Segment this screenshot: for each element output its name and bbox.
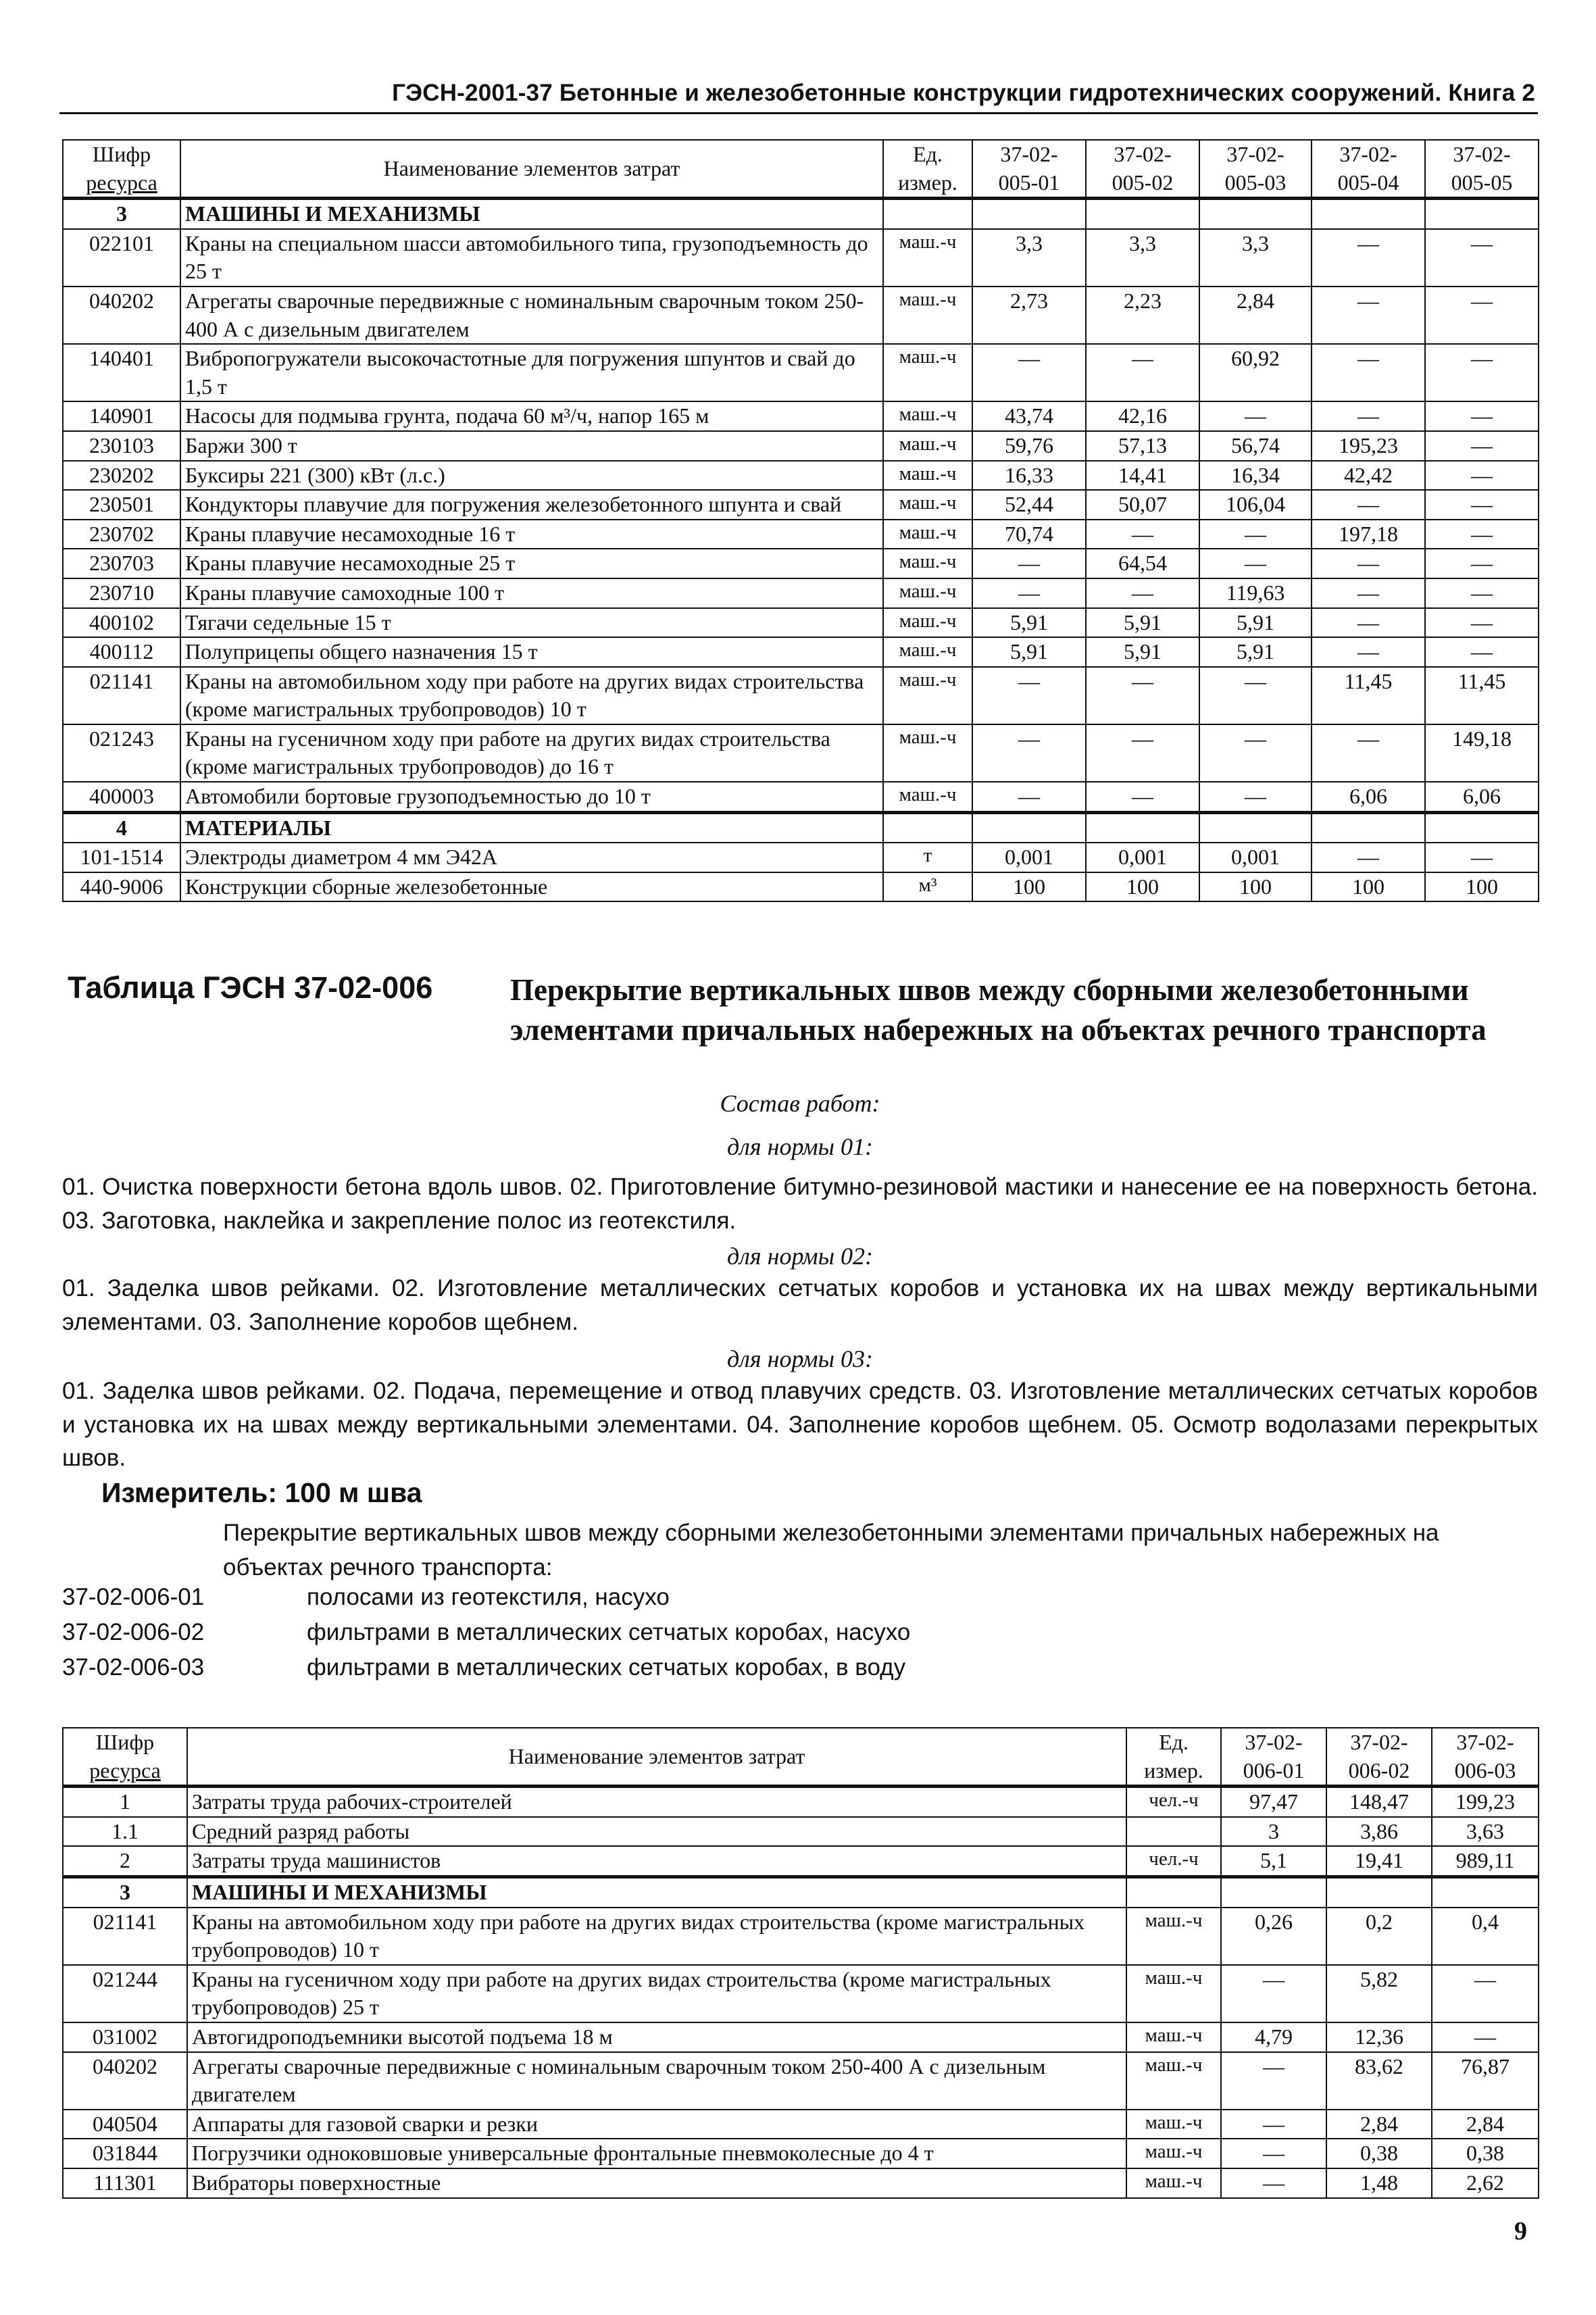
resource-value: 50,07 <box>1086 490 1199 520</box>
resource-value: 42,42 <box>1312 461 1425 491</box>
resource-value: — <box>1312 608 1425 638</box>
resource-value: 989,11 <box>1432 1846 1539 1876</box>
table-row <box>63 637 1539 667</box>
header-norm-col: 37-02- 005-02 <box>1086 140 1199 199</box>
resource-value: 57,13 <box>1086 431 1199 461</box>
table-title: Перекрытие вертикальных швов между сборными железобетонными элементами причальных набережных на объектах речного транспорта <box>510 973 1487 1047</box>
resource-code: 040504 <box>63 2110 187 2139</box>
resource-value: 2,23 <box>1086 287 1199 344</box>
resource-unit: маш.-ч <box>883 229 972 287</box>
resource-value: 106,04 <box>1199 490 1312 520</box>
resource-value: 100 <box>1086 872 1199 902</box>
table-row <box>63 1908 1539 1965</box>
resource-value: — <box>1425 229 1539 287</box>
resource-value: 3,3 <box>1199 229 1312 287</box>
header-unit: Ед. измер. <box>1126 1728 1221 1787</box>
resource-value: — <box>1199 782 1312 812</box>
resource-code: 1 <box>63 1787 187 1817</box>
resource-value <box>1086 812 1199 843</box>
resource-value: — <box>972 578 1086 608</box>
resource-unit: маш.-ч <box>1126 1908 1221 1965</box>
resource-value: 6,06 <box>1425 782 1539 812</box>
resource-value: 5,91 <box>1086 608 1199 638</box>
resource-name: Электроды диаметром 4 мм Э42А <box>180 843 883 872</box>
table-row <box>63 229 1539 287</box>
resource-value <box>1221 1876 1326 1907</box>
table-row <box>63 549 1539 578</box>
resource-value: — <box>1086 782 1199 812</box>
resource-value: 5,1 <box>1221 1846 1326 1876</box>
resource-value: 100 <box>1199 872 1312 902</box>
norm-description: фильтрами в металлических сетчатых коробах, насухо <box>307 1619 911 1645</box>
header-norm-col: 37-02- 006-01 <box>1221 1728 1326 1787</box>
resource-unit: чел.-ч <box>1126 1846 1221 1876</box>
resource-value: 59,76 <box>972 431 1086 461</box>
resource-unit: маш.-ч <box>1126 2168 1221 2198</box>
header-name: Наименование элементов затрат <box>187 1728 1126 1787</box>
resource-code: 021244 <box>63 1965 187 2022</box>
resource-unit: маш.-ч <box>883 490 972 520</box>
header-code: Шифр ресурса <box>63 1728 187 1787</box>
resource-value: — <box>1221 2052 1326 2110</box>
resource-unit: маш.-ч <box>1126 2139 1221 2168</box>
resource-code: 021141 <box>63 1908 187 1965</box>
table-row <box>63 1817 1539 1847</box>
resource-value: 0,2 <box>1326 1908 1432 1965</box>
resource-unit: маш.-ч <box>883 578 972 608</box>
resource-name: Краны плавучие самоходные 100 т <box>180 578 883 608</box>
resource-code: 400003 <box>63 782 180 812</box>
resource-value: 3,3 <box>972 229 1086 287</box>
header-name: Наименование элементов затрат <box>180 140 883 199</box>
resource-name: Вибраторы поверхностные <box>187 2168 1126 2198</box>
header-norm-col: 37-02- 006-02 <box>1326 1728 1432 1787</box>
header-unit: Ед. измер. <box>883 140 972 199</box>
table-row <box>63 872 1539 902</box>
resource-value: 16,33 <box>972 461 1086 491</box>
resource-name: Краны плавучие несамоходные 16 т <box>180 520 883 549</box>
resource-value: — <box>1086 724 1199 782</box>
resource-value: 52,44 <box>972 490 1086 520</box>
norm-text: 01. Очистка поверхности бетона вдоль швов. 02. Приготовление битумно-резиновой мастики и нанесение ее на поверхность бетона. 03. Заготовка, наклейка и закрепление полос из геотекстиля. <box>62 1174 1538 1234</box>
resource-code: 3 <box>63 199 180 229</box>
norm-label: для нормы 01: <box>726 1133 874 1160</box>
resource-name: Полуприцепы общего назначения 15 т <box>180 637 883 667</box>
resource-unit: маш.-ч <box>883 608 972 638</box>
resource-name: Кондукторы плавучие для погружения железобетонного шпунта и свай <box>180 490 883 520</box>
resource-unit: маш.-ч <box>1126 2110 1221 2139</box>
resource-name: Затраты труда рабочих-строителей <box>187 1787 1126 1817</box>
resource-unit: маш.-ч <box>883 431 972 461</box>
resource-value: 148,47 <box>1326 1787 1432 1817</box>
resource-value: 2,84 <box>1199 287 1312 344</box>
header-rule <box>59 112 1538 114</box>
table-row <box>63 199 1539 229</box>
resource-table-37-02-006 <box>62 1727 1539 2199</box>
resource-value: — <box>1432 1965 1539 2022</box>
running-header: ГЭСН-2001-37 Бетонные и железобетонные конструкции гидротехнических сооружений. Книга 2 <box>392 80 1535 106</box>
resource-value: — <box>1086 578 1199 608</box>
resource-code: 031002 <box>63 2022 187 2052</box>
resource-value: 11,45 <box>1425 667 1539 724</box>
resource-value: — <box>1199 724 1312 782</box>
table-row <box>63 578 1539 608</box>
resource-value: — <box>1312 843 1425 872</box>
resource-code: 440-9006 <box>63 872 180 902</box>
resource-name: Краны плавучие несамоходные 25 т <box>180 549 883 578</box>
header-norm-col: 37-02- 006-03 <box>1432 1728 1539 1787</box>
header-norm-col: 37-02- 005-04 <box>1312 140 1425 199</box>
resource-value: 197,18 <box>1312 520 1425 549</box>
resource-value: — <box>1221 2139 1326 2168</box>
resource-value <box>1312 199 1425 229</box>
resource-value: 3,3 <box>1086 229 1199 287</box>
resource-value: 100 <box>1312 872 1425 902</box>
resource-code: 230501 <box>63 490 180 520</box>
resource-code: 230202 <box>63 461 180 491</box>
resource-value <box>972 812 1086 843</box>
resource-value: 5,82 <box>1326 1965 1432 2022</box>
table-row <box>63 843 1539 872</box>
resource-unit: т <box>883 843 972 872</box>
resource-value: — <box>972 782 1086 812</box>
resource-value: 16,34 <box>1199 461 1312 491</box>
resource-code: 022101 <box>63 229 180 287</box>
resource-name: Автомобили бортовые грузоподъемностью до 10 т <box>180 782 883 812</box>
header-norm-col: 37-02- 005-05 <box>1425 140 1539 199</box>
resource-value: — <box>1221 2110 1326 2139</box>
resource-name: Вибропогружатели высокочастотные для погружения шпунтов и свай до 1,5 т <box>180 344 883 401</box>
resource-value: — <box>1425 401 1539 431</box>
resource-value: 2,62 <box>1432 2168 1539 2198</box>
resource-unit: м³ <box>883 872 972 902</box>
resource-name: Тягачи седельные 15 т <box>180 608 883 638</box>
resource-unit <box>883 199 972 229</box>
resource-value: — <box>1312 229 1425 287</box>
resource-name: Конструкции сборные железобетонные <box>180 872 883 902</box>
resource-value: — <box>1425 461 1539 491</box>
resource-value <box>1326 1876 1432 1907</box>
norm-label: для нормы 02: <box>726 1243 874 1270</box>
resource-value: — <box>1432 2022 1539 2052</box>
resource-value: 149,18 <box>1425 724 1539 782</box>
table-row <box>63 1965 1539 2022</box>
resource-value: — <box>1312 724 1425 782</box>
norm-intro: Перекрытие вертикальных швов между сборными железобетонными элементами причальных набережных на объектах речного транспорта: <box>223 1520 1439 1580</box>
resource-value: 3 <box>1221 1817 1326 1847</box>
resource-value: — <box>1199 520 1312 549</box>
resource-value: — <box>1425 431 1539 461</box>
resource-unit: маш.-ч <box>1126 2052 1221 2110</box>
resource-name: МАШИНЫ И МЕХАНИЗМЫ <box>187 1876 1126 1907</box>
resource-value: — <box>972 724 1086 782</box>
table-header-row <box>63 140 1539 199</box>
resource-name: Погрузчики одноковшовые универсальные фронтальные пневмоколесные до 4 т <box>187 2139 1126 2168</box>
resource-table-37-02-005 <box>62 139 1539 902</box>
resource-value: — <box>1425 843 1539 872</box>
resource-value: — <box>1199 549 1312 578</box>
resource-value: 195,23 <box>1312 431 1425 461</box>
resource-value: 100 <box>972 872 1086 902</box>
resource-value: — <box>1086 667 1199 724</box>
resource-unit <box>1126 1876 1221 1907</box>
table-row <box>63 490 1539 520</box>
resource-value: 0,001 <box>972 843 1086 872</box>
resource-unit: маш.-ч <box>883 724 972 782</box>
resource-unit: маш.-ч <box>883 401 972 431</box>
resource-unit: маш.-ч <box>883 344 972 401</box>
header-norm-col: 37-02- 005-01 <box>972 140 1086 199</box>
table-row <box>63 1876 1539 1907</box>
resource-code: 111301 <box>63 2168 187 2198</box>
resource-value: 43,74 <box>972 401 1086 431</box>
table-row <box>63 2110 1539 2139</box>
table-row <box>63 520 1539 549</box>
resource-code: 101-1514 <box>63 843 180 872</box>
resource-unit: чел.-ч <box>1126 1787 1221 1817</box>
resource-code: 3 <box>63 1876 187 1907</box>
resource-name: Краны на автомобильном ходу при работе на других видах строительства (кроме магистральных трубопроводов) 10 т <box>187 1908 1126 1965</box>
resource-value: — <box>1425 637 1539 667</box>
resource-value: — <box>972 667 1086 724</box>
resource-name: Баржи 300 т <box>180 431 883 461</box>
resource-code: 140401 <box>63 344 180 401</box>
table-row <box>63 1846 1539 1876</box>
header-code: Шифр ресурса <box>63 140 180 199</box>
table-row <box>63 2168 1539 2198</box>
measure-unit: Измеритель: 100 м шва <box>101 1477 422 1508</box>
resource-value: 56,74 <box>1199 431 1312 461</box>
resource-code: 2 <box>63 1846 187 1876</box>
resource-value: — <box>972 344 1086 401</box>
resource-value: 2,73 <box>972 287 1086 344</box>
resource-name: Затраты труда машинистов <box>187 1846 1126 1876</box>
header-norm-col: 37-02- 005-03 <box>1199 140 1312 199</box>
resource-name: Краны на гусеничном ходу при работе на других видах строительства (кроме магистральных трубопроводов) до 16 т <box>180 724 883 782</box>
resource-value <box>1312 812 1425 843</box>
resource-value: 97,47 <box>1221 1787 1326 1817</box>
resource-value: 76,87 <box>1432 2052 1539 2110</box>
resource-value: — <box>1425 490 1539 520</box>
resource-value: — <box>1086 520 1199 549</box>
table-row <box>63 724 1539 782</box>
resource-value: 119,63 <box>1199 578 1312 608</box>
norm-text: 01. Заделка швов рейками. 02. Подача, перемещение и отвод плавучих средств. 03. Изготовление металлических сетчатых коробов и установка их на швах между вертикальными элементами. 04. Заполнение коробов щебнем. 05. Осмотр водолазами перекрытых швов. <box>62 1378 1538 1472</box>
table-row <box>63 608 1539 638</box>
resource-value: 2,84 <box>1326 2110 1432 2139</box>
resource-code: 040202 <box>63 287 180 344</box>
resource-value <box>1199 199 1312 229</box>
resource-unit: маш.-ч <box>1126 1965 1221 2022</box>
resource-value: — <box>1312 490 1425 520</box>
table-row <box>63 667 1539 724</box>
resource-value: — <box>1425 578 1539 608</box>
norm-description: фильтрами в металлических сетчатых коробах, в воду <box>307 1654 906 1681</box>
resource-value: — <box>1425 287 1539 344</box>
resource-value: 199,23 <box>1432 1787 1539 1817</box>
table-row <box>63 401 1539 431</box>
resource-value: — <box>1199 401 1312 431</box>
table-label: Таблица ГЭСН 37-02-006 <box>68 970 433 1005</box>
table-row <box>63 2022 1539 2052</box>
resource-value: 12,36 <box>1326 2022 1432 2052</box>
composition-label: Состав работ: <box>720 1090 880 1117</box>
resource-value: 64,54 <box>1086 549 1199 578</box>
resource-value: 70,74 <box>972 520 1086 549</box>
resource-value: — <box>1425 344 1539 401</box>
resource-value <box>1432 1876 1539 1907</box>
table-row <box>63 344 1539 401</box>
resource-value: 11,45 <box>1312 667 1425 724</box>
resource-value: 0,38 <box>1432 2139 1539 2168</box>
norm-label: для нормы 03: <box>726 1345 874 1372</box>
resource-unit <box>1126 1817 1221 1847</box>
resource-value: 0,38 <box>1326 2139 1432 2168</box>
resource-code: 230703 <box>63 549 180 578</box>
resource-code: 4 <box>63 812 180 843</box>
resource-value <box>1425 812 1539 843</box>
norm-code: 37-02-006-01 <box>62 1584 205 1610</box>
table-row <box>63 2139 1539 2168</box>
resource-code: 230702 <box>63 520 180 549</box>
resource-value: — <box>1086 344 1199 401</box>
resource-code: 230103 <box>63 431 180 461</box>
resource-code: 031844 <box>63 2139 187 2168</box>
resource-unit: маш.-ч <box>883 461 972 491</box>
table-body <box>63 1787 1539 2198</box>
resource-value: — <box>1312 401 1425 431</box>
norm-code: 37-02-006-02 <box>62 1619 205 1645</box>
resource-value: 19,41 <box>1326 1846 1432 1876</box>
norm-text: 01. Заделка швов рейками. 02. Изготовление металлических сетчатых коробов и установка их на швах между вертикальными элементами. 03. Заполнение коробов щебнем. <box>62 1275 1538 1335</box>
table-row <box>63 287 1539 344</box>
resource-value: 0,4 <box>1432 1908 1539 1965</box>
resource-name: Насосы для подмыва грунта, подача 60 м³/ч, напор 165 м <box>180 401 883 431</box>
resource-unit: маш.-ч <box>883 667 972 724</box>
resource-value: — <box>1312 287 1425 344</box>
norm-code: 37-02-006-03 <box>62 1654 205 1681</box>
resource-value: 5,91 <box>1199 637 1312 667</box>
resource-value <box>1086 199 1199 229</box>
resource-value: 42,16 <box>1086 401 1199 431</box>
resource-value: — <box>1312 578 1425 608</box>
table-body <box>63 199 1539 902</box>
resource-value: 0,26 <box>1221 1908 1326 1965</box>
table-header-row <box>63 1728 1539 1787</box>
resource-name: Агрегаты сварочные передвижные с номинальным сварочным током 250-400 А с дизельным двигателем <box>187 2052 1126 2110</box>
resource-unit: маш.-ч <box>883 637 972 667</box>
resource-value: 5,91 <box>972 637 1086 667</box>
resource-value: 6,06 <box>1312 782 1425 812</box>
resource-value: 0,001 <box>1199 843 1312 872</box>
table-row <box>63 812 1539 843</box>
resource-value: — <box>1221 1965 1326 2022</box>
resource-name: Краны на автомобильном ходу при работе на других видах строительства (кроме магистральных трубопроводов) 10 т <box>180 667 883 724</box>
resource-name: Автогидроподъемники высотой подъема 18 м <box>187 2022 1126 2052</box>
resource-value: — <box>1312 549 1425 578</box>
resource-name: МАШИНЫ И МЕХАНИЗМЫ <box>180 199 883 229</box>
resource-name: Средний разряд работы <box>187 1817 1126 1847</box>
table-row <box>63 782 1539 812</box>
resource-value: 3,63 <box>1432 1817 1539 1847</box>
resource-value: — <box>1312 637 1425 667</box>
resource-value: — <box>1312 344 1425 401</box>
resource-value: 0,001 <box>1086 843 1199 872</box>
resource-name: Буксиры 221 (300) кВт (л.с.) <box>180 461 883 491</box>
resource-value: 1,48 <box>1326 2168 1432 2198</box>
resource-unit: маш.-ч <box>883 287 972 344</box>
resource-name: Краны на специальном шасси автомобильного типа, грузоподъемность до 25 т <box>180 229 883 287</box>
resource-value <box>1199 812 1312 843</box>
resource-value: 14,41 <box>1086 461 1199 491</box>
resource-code: 1.1 <box>63 1817 187 1847</box>
resource-value: — <box>1425 608 1539 638</box>
resource-value: 2,84 <box>1432 2110 1539 2139</box>
resource-value: — <box>972 549 1086 578</box>
resource-value: 4,79 <box>1221 2022 1326 2052</box>
resource-value: 100 <box>1425 872 1539 902</box>
resource-value: 3,86 <box>1326 1817 1432 1847</box>
page-number: 9 <box>1514 2217 1527 2245</box>
resource-value: 5,91 <box>1199 608 1312 638</box>
resource-value: 5,91 <box>1086 637 1199 667</box>
resource-unit: маш.-ч <box>883 520 972 549</box>
resource-value: 5,91 <box>972 608 1086 638</box>
resource-code: 400102 <box>63 608 180 638</box>
resource-value: — <box>1425 520 1539 549</box>
resource-value <box>1425 199 1539 229</box>
resource-value: — <box>1199 667 1312 724</box>
resource-unit: маш.-ч <box>883 549 972 578</box>
resource-name: Аппараты для газовой сварки и резки <box>187 2110 1126 2139</box>
resource-code: 230710 <box>63 578 180 608</box>
resource-name: Краны на гусеничном ходу при работе на других видах строительства (кроме магистральных трубопроводов) 25 т <box>187 1965 1126 2022</box>
norm-description: полосами из геотекстиля, насухо <box>307 1584 670 1610</box>
resource-value <box>972 199 1086 229</box>
resource-value: 60,92 <box>1199 344 1312 401</box>
resource-unit: маш.-ч <box>1126 2022 1221 2052</box>
resource-value: — <box>1221 2168 1326 2198</box>
resource-name: МАТЕРИАЛЫ <box>180 812 883 843</box>
resource-value: 83,62 <box>1326 2052 1432 2110</box>
table-row <box>63 461 1539 491</box>
table-row <box>63 2052 1539 2110</box>
resource-code: 021243 <box>63 724 180 782</box>
resource-code: 400112 <box>63 637 180 667</box>
resource-code: 040202 <box>63 2052 187 2110</box>
resource-code: 021141 <box>63 667 180 724</box>
table-row <box>63 1787 1539 1817</box>
table-row <box>63 431 1539 461</box>
resource-unit <box>883 812 972 843</box>
resource-value: — <box>1425 549 1539 578</box>
resource-unit: маш.-ч <box>883 782 972 812</box>
resource-name: Агрегаты сварочные передвижные с номинальным сварочным током 250-400 А с дизельным двигателем <box>180 287 883 344</box>
resource-code: 140901 <box>63 401 180 431</box>
